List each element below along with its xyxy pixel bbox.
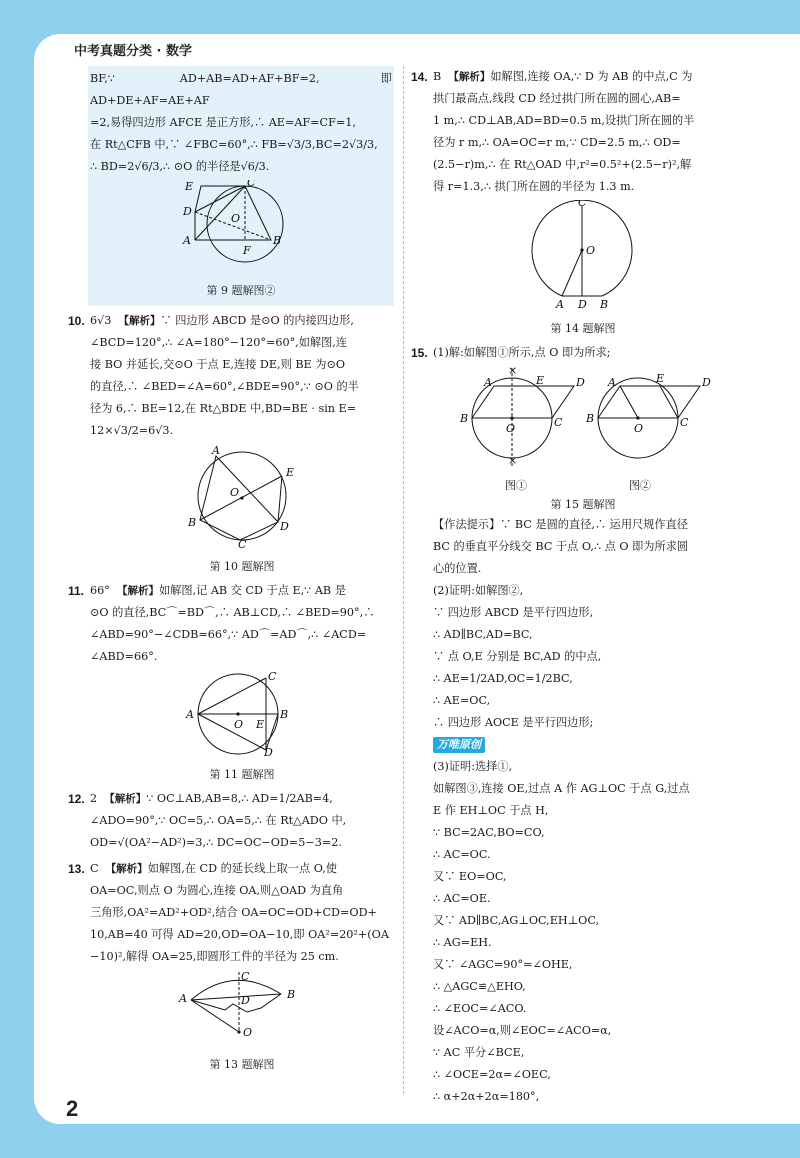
svg-text:A: A <box>556 298 564 310</box>
q15-line: ∴ AC=OC. <box>433 848 491 861</box>
right-column <box>411 66 733 1108</box>
q11-figure-caption: 第 11 题解图 <box>209 768 275 781</box>
q15-line: 【作法提示】∵ BC 是圆的直径,∴ 运用尺规作直径 <box>433 518 688 531</box>
q15-line: 如解图③,连接 OE,过点 A 作 AG⊥OC 于点 G,过点 <box>433 782 690 795</box>
q15-line: ∴ 四边形 AOCE 是平行四边形; <box>433 716 594 729</box>
q11-block <box>68 580 394 784</box>
svg-text:C: C <box>247 180 256 189</box>
q15-line: ∴ AD∥BC,AD=BC, <box>433 628 533 641</box>
q13-figure-caption: 第 13 题解图 <box>209 1058 275 1071</box>
svg-text:D: D <box>183 205 192 218</box>
svg-text:×: × <box>508 454 518 467</box>
svg-text:E: E <box>185 180 194 193</box>
q14-line: (2.5−r)m,∴ 在 Rt△OAD 中,r²=0.5²+(2.5−r)²,解 <box>433 158 692 171</box>
svg-text:F: F <box>243 244 251 257</box>
q13-line: −10)²,解得 OA=25,即圆形工件的半径为 25 cm. <box>90 950 339 963</box>
q14-figure <box>433 200 733 318</box>
svg-text:B: B <box>586 412 595 425</box>
q11-figure <box>90 670 394 764</box>
q15-number: 15. <box>411 346 428 360</box>
q11-line: ∠ABD=90°−∠CDB=66°,∵ AD⌒=AD⌒,∴ ∠ACD= <box>90 628 367 641</box>
svg-text:B: B <box>287 988 296 1001</box>
q10-line: ∠BCD=120°,∴ ∠A=180°−120°=60°,如解图,连 <box>90 336 348 349</box>
svg-text:O: O <box>234 718 244 731</box>
q10-block <box>68 310 394 576</box>
q12-tag: 【解析】 <box>104 793 147 805</box>
q9-solution-box <box>88 66 394 306</box>
q14-number: 14. <box>411 70 428 84</box>
q15-line: ∴ AE=1/2AD,OC=1/2BC, <box>433 672 573 685</box>
q15-line: E 作 EH⊥OC 于点 H, <box>433 804 549 817</box>
svg-text:D: D <box>280 520 289 533</box>
q9-line: =2,易得四边形 AFCE 是正方形,∴ AE=AF=CF=1, <box>90 116 356 129</box>
svg-text:E: E <box>656 372 665 385</box>
q15-figures <box>433 366 733 494</box>
q10-figure <box>90 444 394 556</box>
svg-text:D: D <box>576 376 585 389</box>
q13-block <box>68 858 394 1074</box>
q12-block <box>68 788 394 854</box>
q10-figure-caption: 第 10 题解图 <box>209 560 275 573</box>
q15-line: ∵ BC=2AC,BO=CO, <box>433 826 545 839</box>
q15-line: (3)证明:选择①, <box>433 760 513 773</box>
svg-text:D: D <box>241 994 250 1007</box>
q15-line: ∴ △AGC≌△EHO, <box>433 980 526 993</box>
q15-line: ∵ AC 平分∠BCE, <box>433 1046 525 1059</box>
q13-line: 10,AB=40 可得 AD=20,OD=OA−10,即 OA²=20²+(OA <box>90 928 389 941</box>
svg-text:B: B <box>273 234 282 247</box>
q11-answer: 66° <box>90 584 110 597</box>
q13-line: 三角形,OA²=AD²+OD²,结合 OA=OC=OD+CD=OD+ <box>90 906 377 919</box>
svg-text:O: O <box>586 244 596 257</box>
page-header: 中考真题分类 · 数学 <box>74 44 192 59</box>
q15-line: ∴ ∠OCE=2α=∠OEC, <box>433 1068 551 1081</box>
svg-text:C: C <box>554 416 563 429</box>
svg-text:O: O <box>506 422 516 435</box>
q14-figure-caption: 第 14 题解图 <box>550 322 616 335</box>
svg-text:B: B <box>188 516 197 529</box>
svg-text:O: O <box>231 212 241 225</box>
svg-text:O: O <box>230 486 240 499</box>
svg-text:B: B <box>280 708 289 721</box>
q12-line: OD=√(OA²−AD²)=3,∴ DC=OC−OD=5−3=2. <box>90 836 342 849</box>
svg-text:C: C <box>268 670 277 683</box>
q10-tag: 【解析】 <box>118 315 161 327</box>
q9-line: 在 Rt△CFB 中,∵ ∠FBC=60°,∴ FB=√3/3,BC=2√3/3, <box>90 138 378 151</box>
q14-line: 得 r=1.3,∴ 拱门所在圆的半径为 1.3 m. <box>433 180 635 193</box>
q10-line: ∵ 四边形 ABCD 是⊙O 的内接四边形, <box>160 314 354 327</box>
svg-text:E: E <box>256 718 265 731</box>
q10-line: 的直径,∴ ∠BED=∠A=60°,∠BDE=90°,∵ ⊙O 的半 <box>90 380 359 393</box>
q15-line: ∴ ∠EOC=∠ACO. <box>433 1002 527 1015</box>
svg-text:B: B <box>600 298 609 310</box>
q14-line: 如解图,连接 OA,∵ D 为 AB 的中点,C 为 <box>490 70 693 83</box>
svg-text:C: C <box>238 538 247 548</box>
q14-tag: 【解析】 <box>448 71 491 83</box>
q15-line: 心的位置. <box>433 562 482 575</box>
q12-line: ∵ OC⊥AB,AB=8,∴ AD=1/2AB=4, <box>146 792 333 805</box>
q15-line: 设∠ACO=α,则∠EOC=∠ACO=α, <box>433 1024 612 1037</box>
q11-line: ∠ABD=66°. <box>90 650 158 663</box>
q13-tag: 【解析】 <box>105 863 148 875</box>
q15-line: ∴ AC=OE. <box>433 892 491 905</box>
svg-text:C: C <box>578 200 587 209</box>
page-number: 2 <box>66 1096 79 1121</box>
q15-line: ∴ AE=OC, <box>433 694 491 707</box>
svg-text:A: A <box>179 992 187 1005</box>
brand-badge: 万唯原创 <box>433 737 485 753</box>
svg-text:D: D <box>702 376 711 389</box>
svg-text:A: A <box>212 444 220 457</box>
svg-text:C: C <box>241 970 250 983</box>
q15-fig1-label: 图① <box>505 479 527 492</box>
svg-text:A: A <box>186 708 194 721</box>
q15-line: ∴ α+2α+2α=180°, <box>433 1090 540 1103</box>
q13-line: OA=OC,则点 O 为圆心,连接 OA,则△OAD 为直角 <box>90 884 344 897</box>
q13-answer: C <box>90 862 99 875</box>
q13-line: 如解图,在 CD 的延长线上取一点 O,使 <box>147 862 337 875</box>
q11-line: 如解图,记 AB 交 CD 于点 E,∵ AB 是 <box>158 584 346 597</box>
q10-line: 12×√3/2=6√3. <box>90 424 174 437</box>
svg-text:D: D <box>264 746 273 756</box>
q15-line: 又∵ EO=OC, <box>433 870 507 883</box>
q11-tag: 【解析】 <box>116 585 159 597</box>
q15-line: 又∵ ∠AGC=90°=∠OHE, <box>433 958 573 971</box>
q15-intro: (1)解:如解图①所示,点 O 即为所求; <box>433 346 611 359</box>
q10-number: 10. <box>68 314 85 328</box>
svg-text:O: O <box>243 1026 253 1039</box>
q14-block <box>411 66 733 338</box>
q10-line: 径为 6,∴ BE=12,在 Rt△BDE 中,BD=BE · sin E= <box>90 402 357 415</box>
q14-line: 径为 r m,∴ OA=OC=r m,∵ CD=2.5 m,∴ OD= <box>433 136 681 149</box>
q9-figure <box>90 180 392 280</box>
q15-line: ∵ 点 O,E 分别是 BC,AD 的中点, <box>433 650 602 663</box>
q15-line: ∵ 四边形 ABCD 是平行四边形, <box>433 606 594 619</box>
svg-text:A: A <box>183 234 191 247</box>
q15-line: ∴ AG=EH. <box>433 936 492 949</box>
q15-figure-caption: 第 15 题解图 <box>550 498 616 511</box>
svg-text:O: O <box>634 422 644 435</box>
q12-line: ∠ADO=90°,∵ OC=5,∴ OA=5,∴ 在 Rt△ADO 中, <box>90 814 347 827</box>
q12-answer: 2 <box>90 792 98 805</box>
q10-answer: 6√3 <box>90 314 112 327</box>
left-column <box>68 66 394 1074</box>
q14-answer: B <box>433 70 442 83</box>
q12-number: 12. <box>68 792 85 806</box>
q15-fig2-label: 图② <box>629 479 651 492</box>
svg-text:A: A <box>608 376 616 389</box>
q15-line: 又∵ AD∥BC,AG⊥OC,EH⊥OC, <box>433 914 600 927</box>
q9-line: BF,∵ AD+AB=AD+AF+BF=2,即 AD+DE+AF=AE+AF <box>90 72 392 107</box>
q11-number: 11. <box>68 584 85 598</box>
q15-line: (2)证明:如解图②, <box>433 584 524 597</box>
svg-text:C: C <box>680 416 689 429</box>
q10-line: 接 BO 并延长,交⊙O 于点 E,连接 DE,则 BE 为⊙O <box>90 358 346 371</box>
q15-line: BC 的垂直平分线交 BC 于点 O,∴ 点 O 即为所求圆 <box>433 540 689 553</box>
q14-line: 1 m,∴ CD⊥AB,AD=BD=0.5 m,设拱门所在圆的半 <box>433 114 695 127</box>
q14-line: 拱门最高点,线段 CD 经过拱门所在圆的圆心,AB= <box>433 92 681 105</box>
svg-text:E: E <box>286 466 295 479</box>
svg-text:D: D <box>578 298 587 310</box>
svg-text:E: E <box>536 374 545 387</box>
svg-text:B: B <box>460 412 469 425</box>
q9-line: ∴ BD=2√6/3,∴ ⊙O 的半径是√6/3. <box>90 160 270 173</box>
svg-text:×: × <box>508 366 518 377</box>
svg-text:A: A <box>484 376 492 389</box>
q11-line: ⊙O 的直径,BC⌒=BD⌒,∴ AB⊥CD,∴ ∠BED=90°,∴ <box>90 606 375 619</box>
q9-figure-caption: 第 9 题解图② <box>206 284 276 297</box>
column-divider <box>403 66 404 1094</box>
q13-figure <box>90 970 394 1054</box>
q13-number: 13. <box>68 862 85 876</box>
q15-block <box>411 342 733 1108</box>
